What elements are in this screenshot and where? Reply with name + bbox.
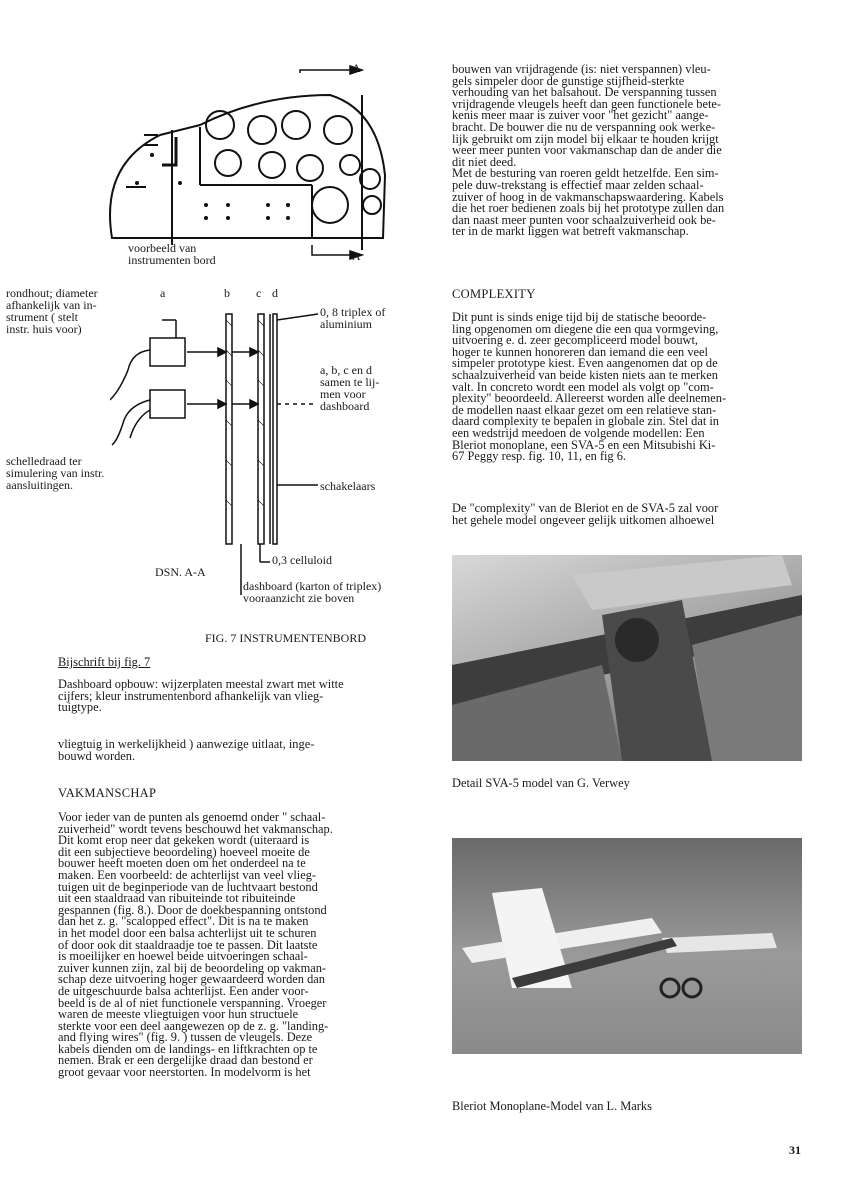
note-schelledraad: schelledraad ter simulering van instr. aansluitingen. — [6, 454, 105, 492]
note-glue: a, b, c en d samen te lij- men voor dashboard — [320, 363, 380, 413]
note-rondhout: rondhout; diameter afhankelijk van in- strument ( stelt instr. huis voor) — [6, 286, 98, 336]
complexity-text: Dit punt is sinds enige tijd bij de statische beoorde- ling opgenomen om diegene die een qua vormgeving, uitvoering e. d. zeer gecompliceerd model bouwt, hoger te kunnen honoreren dan iemand die een veel simpeler prototype kiest. Even aangenomen dat op de schaalzuiverheid van beide kisten niets aan te merken valt. In concreto wordt een model als volgt op "com- plexity" beoordeeld. Allereerst worden alle deelnemen- de modellen naast elkaar gezet om een relatieve stan- daard complexity te bepalen in globale zin. Stel dat in een wedstrijd meedoen de volgende modellen: Een Bleriot monoplane, een SVA-5 en een Mitsubishi Ki- 67 Peggy resp. fig. 10, 11, en fig 6. — [452, 310, 727, 464]
panel-caption: voorbeeld van instrumenten bord — [128, 241, 216, 267]
section-label-b: b — [224, 286, 230, 300]
caption-heading: Bijschrift bij fig. 7 — [58, 655, 151, 669]
section-name: DSN. A-A — [155, 565, 206, 579]
continuation-text: vliegtuig in werkelijkheid ) aanwezige uitlaat, inge- bouwd worden. — [58, 737, 315, 763]
caption-text: Dashboard opbouw: wijzerplaten meestal zwart met witte cijfers; kleur instrumentenbord afhankelijk van vlieg- tuigtype. — [58, 677, 344, 715]
photo-bleriot — [452, 838, 802, 1054]
section-label-d: d — [272, 286, 278, 300]
photo-sva5-caption: Detail SVA-5 model van G. Verwey — [452, 776, 630, 790]
note-triplex: 0, 8 triplex of aluminium — [320, 305, 386, 331]
section-mark-top: A — [352, 61, 361, 75]
complexity-text-2: De "complexity" van de Bleriot en de SVA-5 zal voor het gehele model ongeveer gelijk uitkomen alhoewel — [452, 501, 719, 527]
photo-bleriot-caption: Bleriot Monoplane-Model van L. Marks — [452, 1099, 652, 1113]
complexity-heading: COMPLEXITY — [452, 287, 536, 301]
vakmanschap-text: Voor ieder van de punten als genoemd onder " schaal- zuiverheid" wordt tevens beschouwd het vakmanschap. Dit komt erop neer dat gekeken wordt (uiteraard is dit een subjectieve beoordeling) hoeveel moeite de bouwer heeft moeten doen om het onderdeel na te maken. Een voorbeeld: de achterlijst van veel vlieg- tuigen uit de beginperiode van de luchtvaart bestond uit een staaldraad van ribuiteinde tot ribuiteinde gespannen (fig. 8.). Door de doekbespanning ontstond dan het z. g. "scalopped effect". Dit is na te maken in het model door een balsa achterlijst uit te schuren of door ook dit staaldraadje toe te passen. Dit laatste is moeilijker en hoewel beide uitvoeringen schaal- zuiver kunnen zijn, zal bij de beoordeling op vakman- schap deze uitvoering hoger gewaardeerd worden dan de uitgeschuurde balsa achterlijst. Een ander voor- beeld is de al of niet functionele verspanning. Vroeger waren de meeste vliegtuigen voor hun structuele sterkte voor een deel aangewezen op de z. g. "landing- and flying wires" (fig. 9. ) tussen de vleugels. Deze kabels dienden om de landings- en liftkrachten op te nemen. Brak er een dergelijke draad dan bestond er groot gevaar voor neerstorten. In modelvorm is het — [58, 810, 333, 1080]
vakmanschap-heading: VAKMANSCHAP — [58, 786, 157, 800]
note-celluloid: 0,3 celluloid — [272, 553, 332, 567]
photo-sva5-detail — [452, 555, 802, 761]
section-mark-bottom: A — [352, 249, 361, 263]
section-label-a: a — [160, 286, 166, 300]
instrument-panel-drawing — [100, 55, 400, 270]
note-switches: schakelaars — [320, 479, 376, 493]
figure-title: FIG. 7 INSTRUMENTENBORD — [205, 631, 367, 645]
section-label-c: c — [256, 286, 262, 300]
intro-text: bouwen van vrijdragende (is: niet verspannen) vleu- gels simpeler door de gunstige stijfheid-sterkte verhouding van het balsahout. De verspanning tussen vrijdragende vleugels heeft dan geen functionele bete- kenis meer maar is zuiver voor "het gezicht" aange- bracht. De bouwer die nu de verspanning ook werke- lijk gebruikt om zijn model bij elkaar te houden krijgt weer meer punten voor vakmanschap dan de ander die dit niet deed. Met de besturing van roeren geldt hetzelfde. Een sim- pele duw-trekstang is effectief maar zelden schaal- zuiver of hoog in de vakmanschapswaardering. Kabels die het roer bedienen zoals bij het prototype zullen dan dan naast meer punten voor schaalzuiverheid ook be- ter in de markt liggen wat betreft vakmanschap. — [452, 62, 725, 239]
note-dashboard: dashboard (karton of triplex) vooraanzicht zie boven — [243, 579, 382, 605]
page-number: 31 — [789, 1143, 801, 1157]
